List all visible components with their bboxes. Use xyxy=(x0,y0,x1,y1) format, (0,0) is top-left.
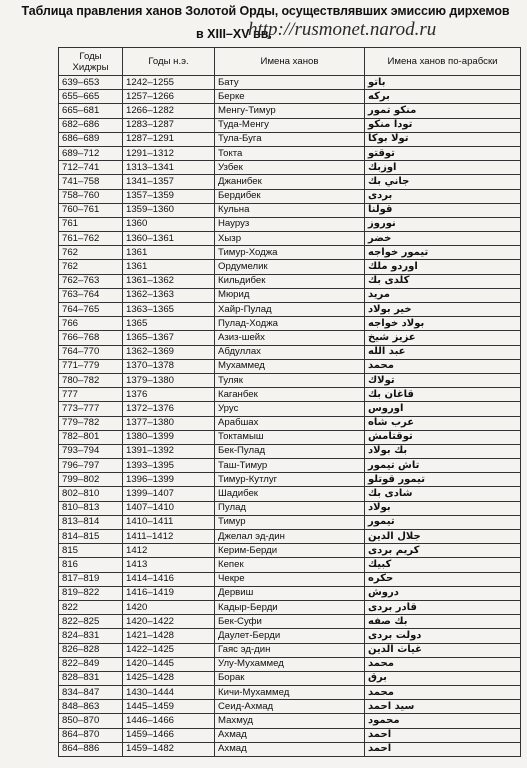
table-row xyxy=(59,132,521,146)
cell-name: Ахмад xyxy=(215,728,365,742)
cell-name: Шадибек xyxy=(215,487,365,501)
table-row xyxy=(59,728,521,742)
table-row xyxy=(59,629,521,643)
cell-arabic: اوردو ملك xyxy=(365,260,521,274)
cell-name: Борак xyxy=(215,671,365,685)
table-row xyxy=(59,600,521,614)
cell-arabic: تولاك xyxy=(365,373,521,387)
cell-name: Урус xyxy=(215,402,365,416)
cell-hijri: 813–814 xyxy=(59,515,123,529)
cell-name: Ахмад xyxy=(215,742,365,756)
cell-ce: 1359–1360 xyxy=(123,203,215,217)
cell-hijri: 796–797 xyxy=(59,459,123,473)
cell-hijri: 810–813 xyxy=(59,501,123,515)
cell-ce: 1363–1365 xyxy=(123,303,215,317)
table-row xyxy=(59,274,521,288)
table-row xyxy=(59,459,521,473)
cell-arabic: توقتو xyxy=(365,146,521,160)
table-row xyxy=(59,203,521,217)
watermark-url: http://rusmonet.narod.ru xyxy=(248,19,437,40)
cell-ce: 1365 xyxy=(123,317,215,331)
cell-hijri: 799–802 xyxy=(59,473,123,487)
cell-hijri: 762 xyxy=(59,246,123,260)
cell-ce: 1365–1367 xyxy=(123,331,215,345)
cell-hijri: 822–825 xyxy=(59,615,123,629)
cell-hijri: 834–847 xyxy=(59,686,123,700)
cell-arabic: كلدى بك xyxy=(365,274,521,288)
cell-ce: 1416–1419 xyxy=(123,586,215,600)
cell-ce: 1377–1380 xyxy=(123,416,215,430)
table-row xyxy=(59,118,521,132)
cell-hijri: 828–831 xyxy=(59,671,123,685)
cell-name: Гаяс эд-дин xyxy=(215,643,365,657)
cell-arabic: نوروز xyxy=(365,217,521,231)
cell-ce: 1379–1380 xyxy=(123,373,215,387)
table-row xyxy=(59,501,521,515)
cell-name: Махмуд xyxy=(215,714,365,728)
cell-name: Хайр-Пулад xyxy=(215,303,365,317)
cell-hijri: 762 xyxy=(59,260,123,274)
cell-arabic: حكره xyxy=(365,572,521,586)
cell-ce: 1430–1444 xyxy=(123,686,215,700)
cell-name: Мюрид xyxy=(215,288,365,302)
table-row xyxy=(59,146,521,160)
cell-name: Науруз xyxy=(215,217,365,231)
table-row xyxy=(59,104,521,118)
cell-arabic: بك بولاد xyxy=(365,444,521,458)
cell-ce: 1414–1416 xyxy=(123,572,215,586)
cell-name: Кепек xyxy=(215,558,365,572)
cell-hijri: 815 xyxy=(59,544,123,558)
cell-arabic: مريد xyxy=(365,288,521,302)
cell-arabic: عزيز شيخ xyxy=(365,331,521,345)
cell-arabic: بك صفه xyxy=(365,615,521,629)
cell-arabic: توقتامش xyxy=(365,430,521,444)
cell-hijri: 763–764 xyxy=(59,288,123,302)
cell-name: Абдуллах xyxy=(215,345,365,359)
cell-ce: 1287–1291 xyxy=(123,132,215,146)
header-names: Имена ханов xyxy=(215,48,365,76)
table-row xyxy=(59,76,521,90)
cell-name: Пулад-Ходжа xyxy=(215,317,365,331)
cell-hijri: 793–794 xyxy=(59,444,123,458)
cell-hijri: 766–768 xyxy=(59,331,123,345)
table-row xyxy=(59,615,521,629)
cell-arabic: بولاد xyxy=(365,501,521,515)
cell-ce: 1370–1378 xyxy=(123,359,215,373)
cell-name: Тимур xyxy=(215,515,365,529)
cell-name: Керим-Берди xyxy=(215,544,365,558)
cell-arabic: اوروس xyxy=(365,402,521,416)
cell-name: Мухаммед xyxy=(215,359,365,373)
cell-arabic: عرب شاه xyxy=(365,416,521,430)
table-row xyxy=(59,388,521,402)
table-row xyxy=(59,473,521,487)
cell-arabic: كبيك xyxy=(365,558,521,572)
cell-arabic: اوزبك xyxy=(365,161,521,175)
table-row xyxy=(59,714,521,728)
cell-name: Тула-Буга xyxy=(215,132,365,146)
cell-ce: 1242–1255 xyxy=(123,76,215,90)
table-row xyxy=(59,671,521,685)
cell-ce: 1396–1399 xyxy=(123,473,215,487)
cell-arabic: تاش تيمور xyxy=(365,459,521,473)
cell-ce: 1313–1341 xyxy=(123,161,215,175)
cell-hijri: 771–779 xyxy=(59,359,123,373)
cell-hijri: 822–849 xyxy=(59,657,123,671)
cell-ce: 1362–1369 xyxy=(123,345,215,359)
cell-arabic: تيمور قوتلو xyxy=(365,473,521,487)
cell-ce: 1399–1407 xyxy=(123,487,215,501)
cell-name: Даулет-Берди xyxy=(215,629,365,643)
cell-arabic: محمد xyxy=(365,359,521,373)
cell-name: Улу-Мухаммед xyxy=(215,657,365,671)
cell-hijri: 766 xyxy=(59,317,123,331)
cell-hijri: 824–831 xyxy=(59,629,123,643)
cell-name: Тимур-Кутлуг xyxy=(215,473,365,487)
cell-name: Токта xyxy=(215,146,365,160)
cell-hijri: 773–777 xyxy=(59,402,123,416)
cell-hijri: 826–828 xyxy=(59,643,123,657)
table-row xyxy=(59,742,521,756)
cell-hijri: 848–863 xyxy=(59,700,123,714)
cell-name: Токтамыш xyxy=(215,430,365,444)
cell-arabic: سيد احمد xyxy=(365,700,521,714)
cell-name: Арабшах xyxy=(215,416,365,430)
table-row xyxy=(59,373,521,387)
table-row xyxy=(59,402,521,416)
table-body xyxy=(59,76,521,757)
cell-name: Пулад xyxy=(215,501,365,515)
table-row xyxy=(59,161,521,175)
table-row xyxy=(59,416,521,430)
cell-name: Кичи-Мухаммед xyxy=(215,686,365,700)
khans-table xyxy=(58,47,521,757)
cell-ce: 1360 xyxy=(123,217,215,231)
table-row xyxy=(59,232,521,246)
cell-hijri: 822 xyxy=(59,600,123,614)
table-row xyxy=(59,175,521,189)
cell-arabic: محمد xyxy=(365,686,521,700)
cell-name: Хызр xyxy=(215,232,365,246)
cell-arabic: تودا منكو xyxy=(365,118,521,132)
table-row xyxy=(59,700,521,714)
table-row xyxy=(59,303,521,317)
cell-ce: 1459–1466 xyxy=(123,728,215,742)
cell-name: Сеид-Ахмад xyxy=(215,700,365,714)
table-row xyxy=(59,359,521,373)
cell-arabic: قولنا xyxy=(365,203,521,217)
cell-hijri: 665–681 xyxy=(59,104,123,118)
cell-arabic: محمود xyxy=(365,714,521,728)
cell-hijri: 779–782 xyxy=(59,416,123,430)
table-row xyxy=(59,331,521,345)
cell-name: Джанибек xyxy=(215,175,365,189)
cell-arabic: بردى xyxy=(365,189,521,203)
table-row xyxy=(59,643,521,657)
cell-name: Берке xyxy=(215,90,365,104)
cell-hijri: 639–653 xyxy=(59,76,123,90)
cell-hijri: 712–741 xyxy=(59,161,123,175)
table-header-row xyxy=(59,48,521,76)
cell-name: Таш-Тимур xyxy=(215,459,365,473)
cell-arabic: تيمور xyxy=(365,515,521,529)
cell-ce: 1412 xyxy=(123,544,215,558)
cell-arabic: دولت بردى xyxy=(365,629,521,643)
cell-hijri: 655–665 xyxy=(59,90,123,104)
cell-ce: 1266–1282 xyxy=(123,104,215,118)
cell-name: Каганбек xyxy=(215,388,365,402)
table-row xyxy=(59,487,521,501)
cell-ce: 1410–1411 xyxy=(123,515,215,529)
cell-arabic: قادر بردى xyxy=(365,600,521,614)
cell-ce: 1420 xyxy=(123,600,215,614)
cell-name: Узбек xyxy=(215,161,365,175)
table-row xyxy=(59,430,521,444)
cell-ce: 1360–1361 xyxy=(123,232,215,246)
cell-ce: 1257–1266 xyxy=(123,90,215,104)
cell-hijri: 761 xyxy=(59,217,123,231)
cell-ce: 1422–1425 xyxy=(123,643,215,657)
cell-arabic: غياث الدين xyxy=(365,643,521,657)
cell-ce: 1459–1482 xyxy=(123,742,215,756)
cell-hijri: 817–819 xyxy=(59,572,123,586)
cell-name: Туляк xyxy=(215,373,365,387)
cell-hijri: 780–782 xyxy=(59,373,123,387)
cell-name: Тимур-Ходжа xyxy=(215,246,365,260)
header-arabic: Имена ханов по-арабски xyxy=(365,48,521,76)
table-row xyxy=(59,189,521,203)
cell-hijri: 819–822 xyxy=(59,586,123,600)
cell-ce: 1446–1466 xyxy=(123,714,215,728)
page-title-line2: в XIII–XV вв. xyxy=(196,27,272,41)
cell-ce: 1445–1459 xyxy=(123,700,215,714)
cell-hijri: 864–870 xyxy=(59,728,123,742)
cell-name: Ордумелик xyxy=(215,260,365,274)
cell-arabic: منكو تمور xyxy=(365,104,521,118)
cell-ce: 1413 xyxy=(123,558,215,572)
cell-arabic: جاني بك xyxy=(365,175,521,189)
cell-arabic: كريم بردى xyxy=(365,544,521,558)
cell-name: Азиз-шейх xyxy=(215,331,365,345)
cell-ce: 1393–1395 xyxy=(123,459,215,473)
cell-name: Менгу-Тимур xyxy=(215,104,365,118)
table-row xyxy=(59,288,521,302)
cell-arabic: باتو xyxy=(365,76,521,90)
table-row xyxy=(59,246,521,260)
cell-hijri: 760–761 xyxy=(59,203,123,217)
table-row xyxy=(59,558,521,572)
cell-hijri: 689–712 xyxy=(59,146,123,160)
cell-hijri: 686–689 xyxy=(59,132,123,146)
table-row xyxy=(59,217,521,231)
cell-ce: 1376 xyxy=(123,388,215,402)
table-row xyxy=(59,317,521,331)
cell-ce: 1361–1362 xyxy=(123,274,215,288)
cell-hijri: 762–763 xyxy=(59,274,123,288)
cell-arabic: محمد xyxy=(365,657,521,671)
table-row xyxy=(59,260,521,274)
cell-ce: 1420–1445 xyxy=(123,657,215,671)
cell-ce: 1420–1422 xyxy=(123,615,215,629)
table-row xyxy=(59,572,521,586)
cell-ce: 1283–1287 xyxy=(123,118,215,132)
cell-arabic: بركه xyxy=(365,90,521,104)
cell-hijri: 764–770 xyxy=(59,345,123,359)
cell-name: Кильдибек xyxy=(215,274,365,288)
header-hijri: Годы Хиджры xyxy=(59,48,123,76)
header-ce: Годы н.э. xyxy=(123,48,215,76)
table-row xyxy=(59,586,521,600)
cell-arabic: احمد xyxy=(365,742,521,756)
cell-hijri: 802–810 xyxy=(59,487,123,501)
cell-name: Бек-Суфи xyxy=(215,615,365,629)
cell-name: Туда-Менгу xyxy=(215,118,365,132)
cell-hijri: 850–870 xyxy=(59,714,123,728)
cell-arabic: احمد xyxy=(365,728,521,742)
cell-arabic: خير بولاد xyxy=(365,303,521,317)
cell-arabic: شادى بك xyxy=(365,487,521,501)
cell-name: Джелал эд-дин xyxy=(215,530,365,544)
cell-name: Кульна xyxy=(215,203,365,217)
cell-ce: 1361 xyxy=(123,246,215,260)
table-row xyxy=(59,544,521,558)
cell-hijri: 741–758 xyxy=(59,175,123,189)
cell-name: Дервиш xyxy=(215,586,365,600)
cell-ce: 1391–1392 xyxy=(123,444,215,458)
cell-hijri: 764–765 xyxy=(59,303,123,317)
cell-hijri: 814–815 xyxy=(59,530,123,544)
cell-arabic: برق xyxy=(365,671,521,685)
cell-arabic: تيمور خواجه xyxy=(365,246,521,260)
cell-arabic: تولا بوكا xyxy=(365,132,521,146)
table-row xyxy=(59,657,521,671)
cell-arabic: عبد الله xyxy=(365,345,521,359)
cell-name: Бердибек xyxy=(215,189,365,203)
cell-name: Бату xyxy=(215,76,365,90)
cell-ce: 1357–1359 xyxy=(123,189,215,203)
page-title: Таблица правления ханов Золотой Орды, осуществлявших эмиссию дирхемов xyxy=(21,4,510,18)
table-row xyxy=(59,515,521,529)
table-row xyxy=(59,444,521,458)
cell-name: Кадыр-Берди xyxy=(215,600,365,614)
cell-ce: 1421–1428 xyxy=(123,629,215,643)
cell-hijri: 864–886 xyxy=(59,742,123,756)
cell-ce: 1372–1376 xyxy=(123,402,215,416)
cell-ce: 1411–1412 xyxy=(123,530,215,544)
cell-hijri: 777 xyxy=(59,388,123,402)
cell-ce: 1361 xyxy=(123,260,215,274)
cell-ce: 1341–1357 xyxy=(123,175,215,189)
table-row xyxy=(59,686,521,700)
cell-hijri: 758–760 xyxy=(59,189,123,203)
cell-name: Бек-Пулад xyxy=(215,444,365,458)
cell-hijri: 682–686 xyxy=(59,118,123,132)
cell-arabic: دروش xyxy=(365,586,521,600)
cell-hijri: 782–801 xyxy=(59,430,123,444)
table-row xyxy=(59,90,521,104)
cell-arabic: جلال الدين xyxy=(365,530,521,544)
cell-arabic: خضر xyxy=(365,232,521,246)
cell-hijri: 816 xyxy=(59,558,123,572)
cell-hijri: 761–762 xyxy=(59,232,123,246)
cell-arabic: قاغان بك xyxy=(365,388,521,402)
cell-ce: 1291–1312 xyxy=(123,146,215,160)
cell-arabic: بولاد خواجه xyxy=(365,317,521,331)
cell-ce: 1407–1410 xyxy=(123,501,215,515)
table-row xyxy=(59,345,521,359)
cell-ce: 1425–1428 xyxy=(123,671,215,685)
cell-ce: 1362–1363 xyxy=(123,288,215,302)
cell-name: Чекре xyxy=(215,572,365,586)
cell-ce: 1380–1399 xyxy=(123,430,215,444)
table-row xyxy=(59,530,521,544)
